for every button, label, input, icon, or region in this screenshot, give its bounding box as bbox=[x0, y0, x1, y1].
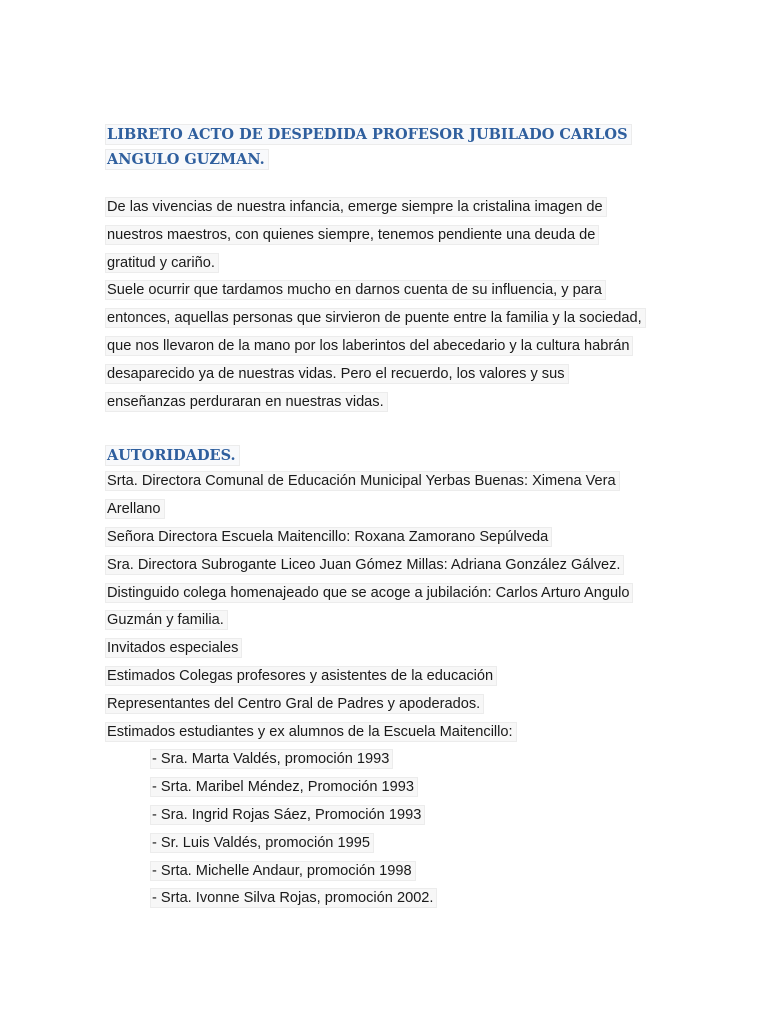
title-line: ANGULO GUZMAN. bbox=[106, 147, 666, 172]
autoridad-line: Sra. Directora Subrogante Liceo Juan Gómez Millas: Adriana González Gálvez. bbox=[106, 552, 666, 580]
autoridad-line: Guzmán y familia. bbox=[106, 607, 666, 635]
list-item: - Sra. Marta Valdés, promoción 1993 bbox=[106, 746, 666, 774]
autoridad-line: Estimados Colegas profesores y asistentes de la educación bbox=[106, 663, 666, 691]
list-item: - Srta. Ivonne Silva Rojas, promoción 2002. bbox=[106, 885, 666, 913]
alumnos-list bbox=[106, 746, 666, 913]
autoridad-line: Señora Directora Escuela Maitencillo: Roxana Zamorano Sepúlveda bbox=[106, 524, 666, 552]
text-line: desaparecido ya de nuestras vidas. Pero el recuerdo, los valores y sus bbox=[106, 361, 666, 389]
text-line: gratitud y cariño. bbox=[106, 250, 666, 278]
autoridades-section bbox=[106, 443, 666, 913]
autoridad-line: Distinguido colega homenajeado que se acoge a jubilación: Carlos Arturo Angulo bbox=[106, 580, 666, 608]
list-item: - Sra. Ingrid Rojas Sáez, Promoción 1993 bbox=[106, 802, 666, 830]
text-line: enseñanzas perduraran en nuestras vidas. bbox=[106, 389, 666, 417]
text-line: Suele ocurrir que tardamos mucho en darnos cuenta de su influencia, y para bbox=[106, 277, 666, 305]
text-line: entonces, aquellas personas que sirvieron de puente entre la familia y la sociedad, bbox=[106, 305, 666, 333]
list-item: - Sr. Luis Valdés, promoción 1995 bbox=[106, 830, 666, 858]
autoridad-line: Estimados estudiantes y ex alumnos de la Escuela Maitencillo: bbox=[106, 719, 666, 747]
text-line: que nos llevaron de la mano por los laberintos del abecedario y la cultura habrán bbox=[106, 333, 666, 361]
list-item: - Srta. Maribel Méndez, Promoción 1993 bbox=[106, 774, 666, 802]
text-line: nuestros maestros, con quienes siempre, tenemos pendiente una deuda de bbox=[106, 222, 666, 250]
autoridad-line: Invitados especiales bbox=[106, 635, 666, 663]
document-page bbox=[106, 122, 666, 913]
autoridad-line: Srta. Directora Comunal de Educación Municipal Yerbas Buenas: Ximena Vera bbox=[106, 468, 666, 496]
autoridades-heading: AUTORIDADES. bbox=[106, 443, 666, 468]
document-title bbox=[106, 122, 666, 172]
autoridad-line: Representantes del Centro Gral de Padres y apoderados. bbox=[106, 691, 666, 719]
title-line: LIBRETO ACTO DE DESPEDIDA PROFESOR JUBILADO CARLOS bbox=[106, 122, 666, 147]
autoridad-line: Arellano bbox=[106, 496, 666, 524]
text-line: De las vivencias de nuestra infancia, emerge siempre la cristalina imagen de bbox=[106, 194, 666, 222]
list-item: - Srta. Michelle Andaur, promoción 1998 bbox=[106, 858, 666, 886]
intro-paragraph bbox=[106, 194, 666, 416]
